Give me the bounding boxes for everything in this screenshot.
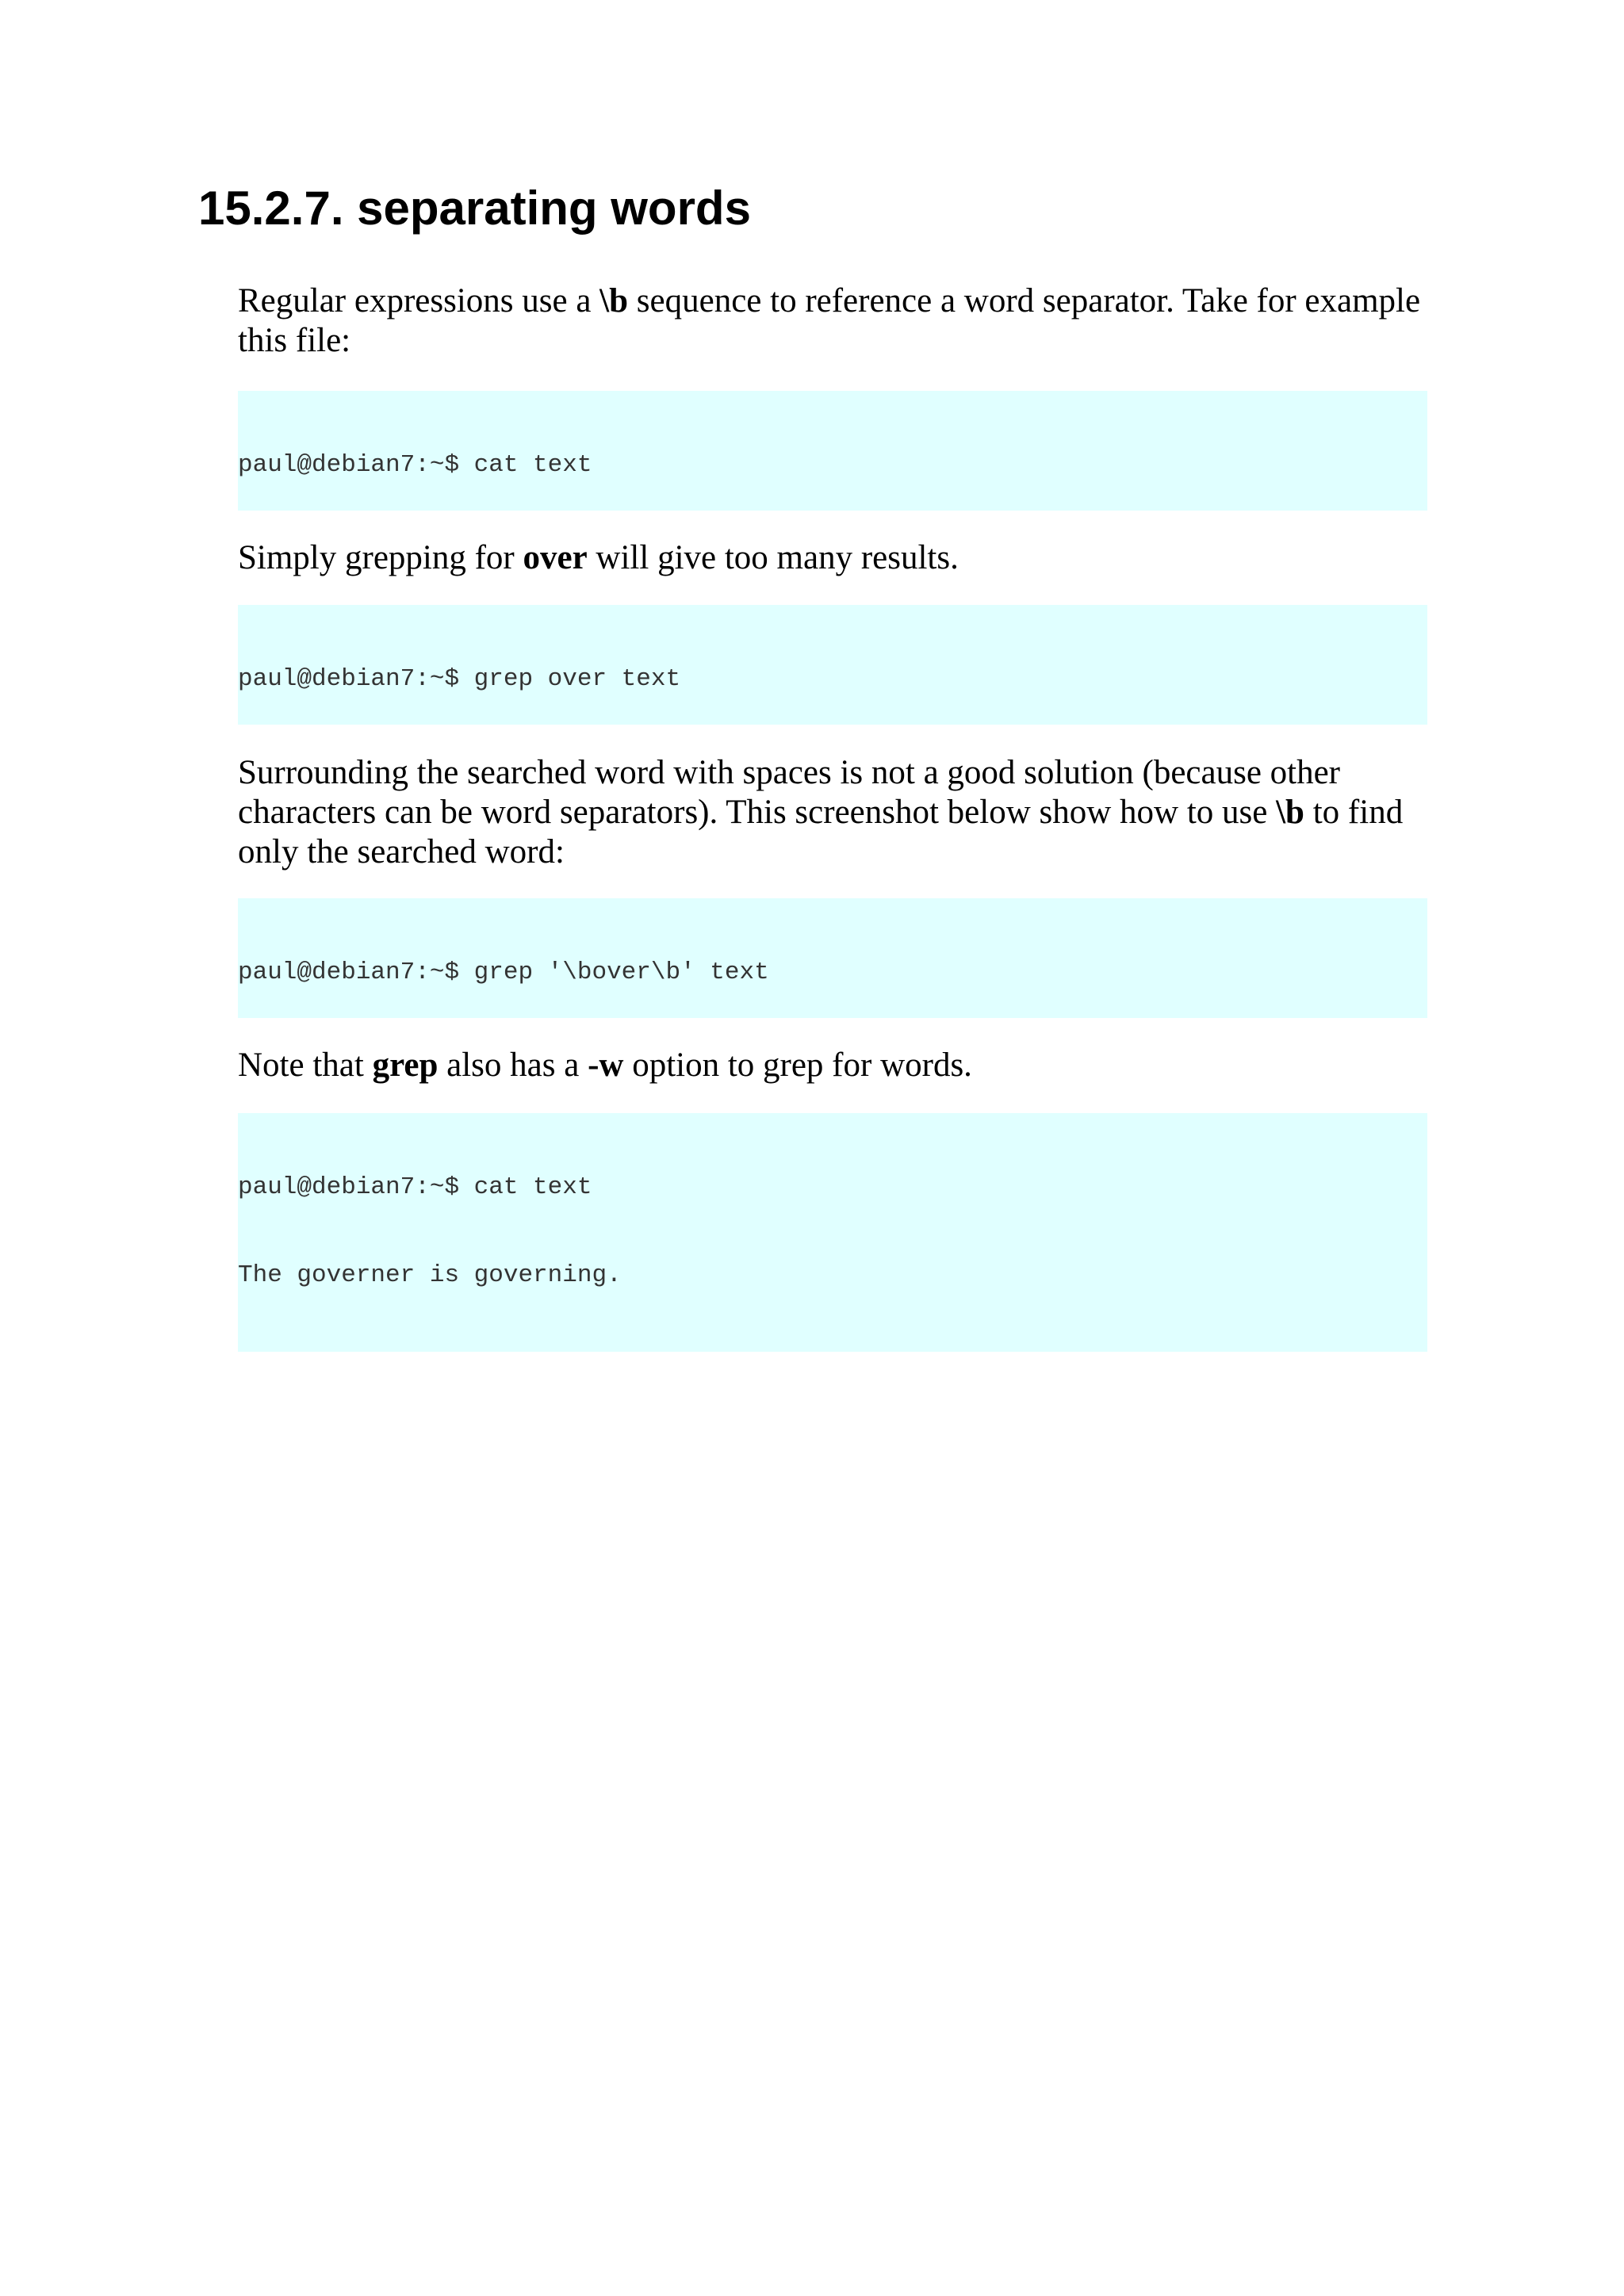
section-title: 15.2.7. separating words bbox=[198, 182, 751, 235]
paragraph-text: sequence to reference a word separator. Take for example this file: bbox=[238, 282, 1421, 359]
terminal-screenshot-grep-w bbox=[238, 1113, 1427, 1352]
paragraph-text: Simply grepping for bbox=[238, 539, 523, 576]
terminal-screenshot-cat bbox=[238, 391, 1427, 511]
terminal-line: paul@debian7:~$ cat text bbox=[238, 1173, 592, 1201]
paragraph-text: Note that bbox=[238, 1047, 373, 1084]
paragraph-grep-w-option bbox=[238, 1046, 1445, 1085]
paragraph-text: Surrounding the searched word with spaces is not a good solution (because other characters can be word separators). This screenshot below show how to use bbox=[238, 754, 1341, 831]
terminal-line: paul@debian7:~$ grep '\bover\b' text bbox=[238, 958, 769, 986]
paragraph-text: also has a bbox=[438, 1047, 588, 1084]
terminal-line: The governer is governing. bbox=[238, 1261, 622, 1290]
terminal-line: paul@debian7:~$ grep over text bbox=[238, 664, 681, 693]
paragraph-text: will give too many results. bbox=[587, 539, 959, 576]
terminal-screenshot-grep bbox=[238, 605, 1427, 725]
paragraph-text: option to grep for words. bbox=[623, 1047, 972, 1084]
terminal-screenshot-grep-boundary bbox=[238, 898, 1427, 1018]
inline-bold-term: -w bbox=[588, 1047, 624, 1084]
paragraph-word-separator-intro bbox=[238, 281, 1445, 361]
terminal-line: paul@debian7:~$ cat text bbox=[238, 450, 592, 479]
paragraph-text: to find only the searched word: bbox=[238, 794, 1404, 871]
inline-bold-term: over bbox=[523, 539, 588, 576]
inline-bold-term: \b bbox=[599, 282, 629, 320]
inline-bold-term: grep bbox=[372, 1047, 439, 1084]
terminal-line bbox=[238, 1349, 1427, 1352]
paragraph-simple-grep bbox=[238, 538, 1445, 578]
paragraph-word-boundary bbox=[238, 753, 1445, 872]
inline-bold-term: \b bbox=[1276, 794, 1304, 831]
paragraph-text: Regular expressions use a bbox=[238, 282, 600, 320]
